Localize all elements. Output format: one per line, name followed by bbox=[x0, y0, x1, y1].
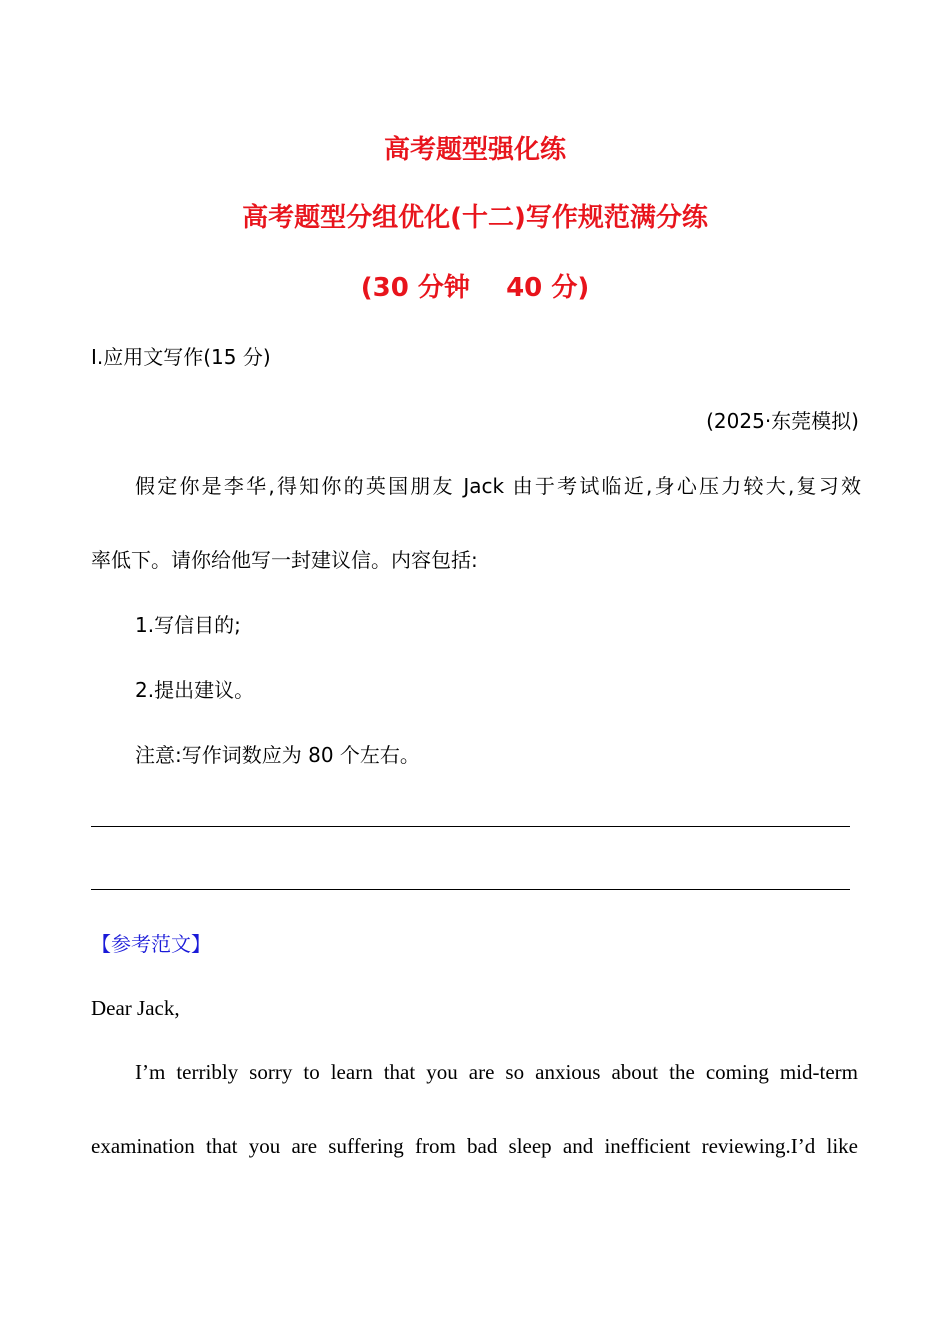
time-score-line: (30 分钟 40 分) bbox=[360, 273, 590, 303]
reference-label: 【参考范文】 bbox=[91, 932, 211, 956]
page-title: 高考题型强化练 bbox=[383, 135, 566, 165]
answer-blank-line bbox=[91, 889, 850, 890]
letter-greeting: Dear Jack, bbox=[91, 996, 180, 1020]
section-heading: Ⅰ.应用文写作(15 分) bbox=[91, 345, 271, 369]
prompt-line-2: 率低下。请你给他写一封建议信。内容包括: bbox=[91, 548, 478, 572]
letter-paragraph-line-2: examination that you are suffering from bad sleep and inefficient reviewing.I’d like bbox=[91, 1134, 858, 1158]
word-count-note: 注意:写作词数应为 80 个左右。 bbox=[135, 743, 420, 767]
source-citation: (2025·东莞模拟) bbox=[706, 409, 859, 433]
page-subtitle: 高考题型分组优化(十二)写作规范满分练 bbox=[242, 203, 708, 233]
prompt-point-1: 1.写信目的; bbox=[135, 613, 241, 637]
prompt-line-1: 假定你是李华,得知你的英国朋友 Jack 由于考试临近,身心压力较大,复习效 bbox=[135, 474, 861, 498]
prompt-point-2: 2.提出建议。 bbox=[135, 678, 255, 702]
answer-blank-line bbox=[91, 826, 850, 827]
letter-paragraph-line-1: I’m terribly sorry to learn that you are so anxious about the coming mid-term bbox=[135, 1060, 858, 1084]
